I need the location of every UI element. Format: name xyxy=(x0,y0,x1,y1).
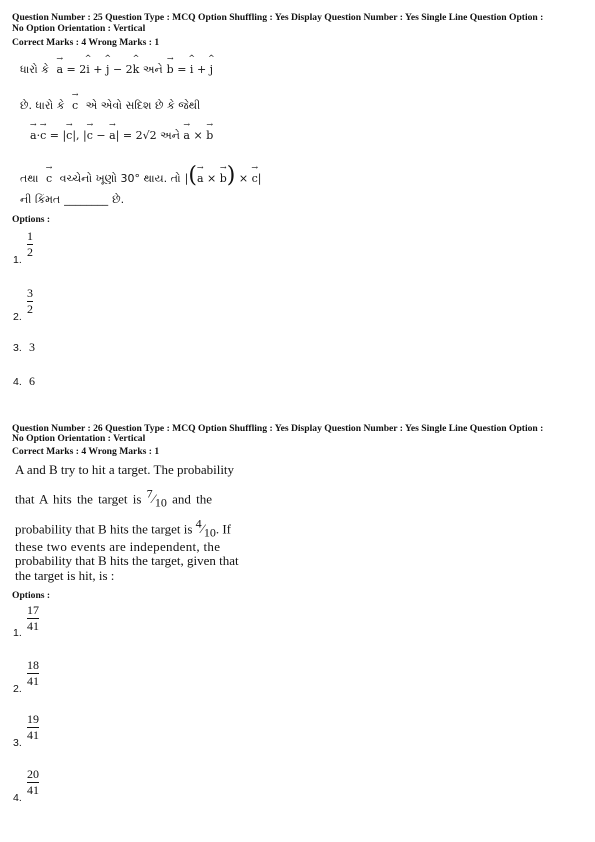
q25-options-label: Options : xyxy=(12,214,51,225)
q25-line2 xyxy=(20,96,200,114)
q26-marks: Correct Marks : 4 Wrong Marks : 1 xyxy=(12,446,160,457)
q25-answer-blank: ________ xyxy=(64,193,109,206)
q26-option1-fraction[interactable] xyxy=(27,604,39,633)
q26-options-label: Options : xyxy=(12,590,51,601)
q25-line5-text: ની કિંમત xyxy=(20,193,61,206)
q26-option2-denominator: 41 xyxy=(27,674,39,688)
q26-line1: A and B try to hit a target. The probability xyxy=(15,462,235,477)
q26-option3-numerator: 19 xyxy=(27,712,39,726)
q25-line1-and: અને xyxy=(142,63,163,76)
q25-expression: |(→ a × → b) × → c| xyxy=(185,172,262,185)
q25-option1-numerator: 1 xyxy=(27,229,33,243)
q26-option3-fraction[interactable] xyxy=(27,713,39,742)
q25-option2-numerator: 3 xyxy=(27,286,33,300)
q25-line1-prefix: ધારો કે xyxy=(20,63,49,76)
q25-option1-denominator: 2 xyxy=(27,245,33,259)
q25-line5 xyxy=(20,190,124,208)
q26-line3-b: . If xyxy=(215,521,231,537)
q25-option1-number: 1. xyxy=(13,254,22,266)
q25-option3-value[interactable]: 3 xyxy=(29,340,35,354)
q25-option2-denominator: 2 xyxy=(27,302,33,316)
q25-line2-text: છે. ધારો કે xyxy=(20,99,65,112)
q26-prob-a-numerator: 7 xyxy=(146,487,153,501)
q26-line2: that A hits the target is $^7⁄_{10}$ and the xyxy=(15,487,212,510)
q26-option3-number: 3. xyxy=(13,737,22,749)
q26-line2-a: that A hits the target is xyxy=(15,491,142,507)
q25-vector-a-definition: → a = 2^ i + ^ j − 2^ k xyxy=(53,63,143,76)
q26-option1-number: 1. xyxy=(13,627,22,639)
q25-vector-b-definition: → b = ^ i + ^ j xyxy=(167,63,213,76)
q26-line3: probability that B hits the target is $^4⁄_{10}$. If xyxy=(15,517,231,540)
q26-option1-numerator: 17 xyxy=(27,603,39,617)
q26-option2-fraction[interactable] xyxy=(27,659,39,688)
q26-prob-b-denominator: 10 xyxy=(203,525,216,540)
q25-option3-number: 3. xyxy=(13,342,22,354)
q25-option1-fraction[interactable] xyxy=(27,230,33,259)
q26-option4-denominator: 41 xyxy=(27,783,39,797)
q25-line1 xyxy=(20,60,213,78)
q25-line2-text2: એ એવો સદિશ છે કે જેથી xyxy=(85,99,201,112)
q25-conditions: → a·→ c = |→ c|, |→ c − → a| = 2√2 અને → a × → b xyxy=(30,129,213,143)
q26-line2-b: and the xyxy=(172,491,212,507)
q26-prob-b-numerator: 4 xyxy=(195,517,202,531)
q25-option4-value[interactable]: 6 xyxy=(29,374,35,388)
q25-option4-number: 4. xyxy=(13,376,22,388)
q26-prob-a-denominator: 10 xyxy=(154,495,167,510)
q25-line4-mid: વચ્ચેનો ખૂણો 30° થાય. તો xyxy=(59,172,181,185)
q25-header-line2: No Option Orientation : Vertical xyxy=(12,23,146,34)
q26-option4-fraction[interactable] xyxy=(27,768,39,797)
q26-option2-number: 2. xyxy=(13,683,22,695)
q25-vector-c: → c xyxy=(69,99,82,112)
q26-option4-number: 4. xyxy=(13,792,22,804)
q26-option3-denominator: 41 xyxy=(27,728,39,742)
q25-marks: Correct Marks : 4 Wrong Marks : 1 xyxy=(12,37,160,48)
q25-header-line1: Question Number : 25 Question Type : MCQ Option Shuffling : Yes Display Question Number : Yes Single Line Question Option : xyxy=(12,12,544,23)
q26-line6: the target is hit, is : xyxy=(15,568,115,583)
q26-option2-numerator: 18 xyxy=(27,658,39,672)
q25-line4-prefix: તથા xyxy=(20,172,39,185)
q25-option2-number: 2. xyxy=(13,311,22,323)
q26-option4-numerator: 20 xyxy=(27,767,39,781)
q25-line4: તથા → c વચ્ચેનો ખૂણો 30° થાય. તો |(→ a × → b) × → c| xyxy=(20,163,262,188)
q26-line4: these two events are independent, the xyxy=(15,539,221,554)
q26-header-line1: Question Number : 26 Question Type : MCQ Option Shuffling : Yes Display Question Number : Yes Single Line Question Option : xyxy=(12,423,544,434)
q26-header-line2: No Option Orientation : Vertical xyxy=(12,433,146,444)
q25-line3-and: અને xyxy=(160,129,180,142)
q25-line5-end: છે. xyxy=(112,193,125,206)
q26-line3-a: probability that B hits the target is xyxy=(15,521,193,537)
q25-option2-fraction[interactable] xyxy=(27,287,33,316)
q26-option1-denominator: 41 xyxy=(27,619,39,633)
q26-line5: probability that B hits the target, given that xyxy=(15,553,239,568)
